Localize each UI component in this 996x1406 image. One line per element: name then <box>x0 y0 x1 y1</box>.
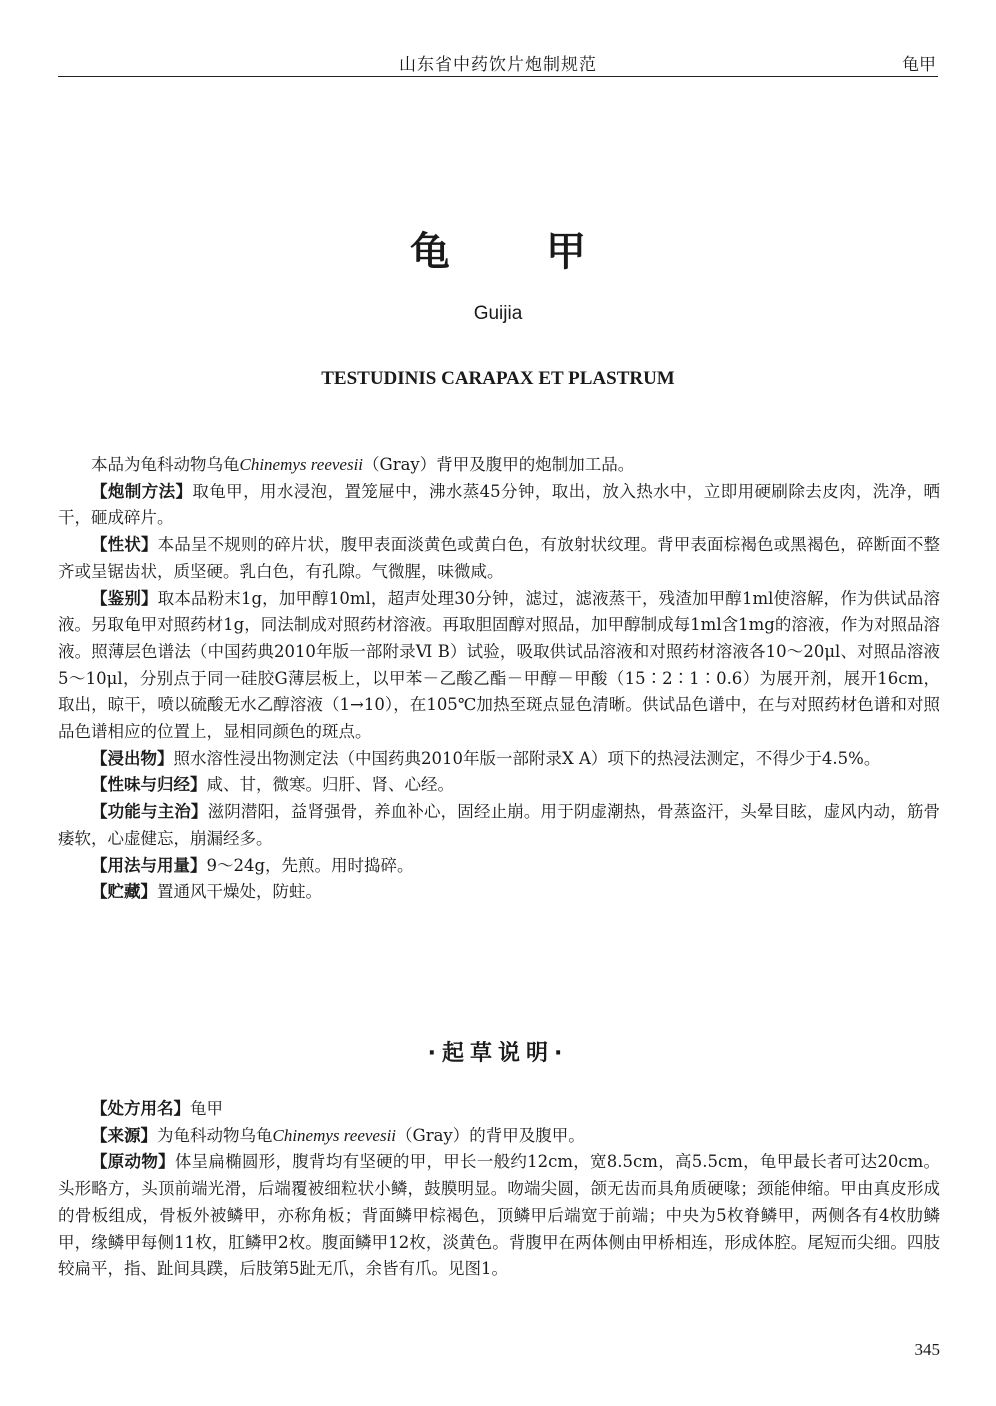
section-text: 本品呈不规则的碎片状，腹甲表面淡黄色或黄白色，有放射状纹理。背甲表面棕褐色或黑褐色，碎断面不整齐或呈锯齿状，质坚硬。乳白色，有孔隙。气微腥，味微咸。 <box>58 535 941 581</box>
pinyin-name: Guijia <box>473 303 523 324</box>
section-text: 体呈扁椭圆形，腹背均有坚硬的甲，甲长一般约12cm，宽8.5cm，高5.5cm，龟甲最长者可达20cm。头形略方，头顶前端光滑，后端覆被细粒状小鳞，鼓膜明显。吻端尖圆，颌无齿而具角质硬喙；颈能伸缩。甲由真皮形成的骨板组成，骨板外被鳞甲，亦称角板；背面鳞甲棕褐色，顶鳞甲后端宽于前端；中央为5枚脊鳞甲，两侧各有4枚肋鳞甲，缘鳞甲每侧11枚，肛鳞甲2枚。腹面鳞甲12枚，淡黄色。背腹甲在两体侧由甲桥相连，形成体腔。尾短而尖细。四肢较扁平，指、趾间具蹼，后肢第5趾无爪，余皆有爪。见图1。 <box>58 1152 940 1279</box>
intro-post: （Gray）背甲及腹甲的炮制加工品。 <box>363 455 635 474</box>
section-characteristics <box>58 532 940 585</box>
draft-name <box>58 1096 940 1123</box>
source-post: （Gray）的背甲及腹甲。 <box>396 1125 585 1145</box>
source-pre: 为龟科动物乌龟 <box>157 1125 273 1145</box>
section-identification <box>58 586 940 746</box>
section-storage <box>58 879 940 906</box>
section-label: 【原动物】 <box>91 1152 175 1172</box>
section-label: 【功能与主治】 <box>91 802 208 822</box>
section-extractives <box>58 746 940 773</box>
section-label: 【用法与用量】 <box>91 855 207 875</box>
intro-pre: 本品为龟科动物乌龟 <box>91 455 240 474</box>
section-text: 龟甲 <box>190 1099 223 1118</box>
draft-notes-heading: ·起草说明· <box>427 1041 569 1066</box>
section-label: 【来源】 <box>91 1125 157 1145</box>
section-actions-indications <box>58 799 940 852</box>
draft-notes-body <box>58 1096 940 1283</box>
section-title: 龟甲 <box>902 55 936 75</box>
monograph-body <box>58 452 940 906</box>
page-title: 龟甲 <box>410 229 682 275</box>
page-number: 345 <box>914 1340 940 1359</box>
species-name: Chinemys reevesii <box>272 1125 397 1145</box>
section-dosage <box>58 853 940 880</box>
section-text: 咸、甘，微寒。归肝、肾、心经。 <box>206 775 454 795</box>
section-label: 【贮藏】 <box>91 882 157 902</box>
book-title: 山东省中药饮片炮制规范 <box>399 55 597 75</box>
draft-source <box>58 1123 940 1150</box>
section-text: 滋阴潜阳，益肾强骨，养血补心，固经止崩。用于阴虚潮热，骨蒸盗汗，头晕目眩，虚风内动，筋骨痿软，心虚健忘，崩漏经多。 <box>58 802 941 848</box>
section-label: 【炮制方法】 <box>91 481 193 501</box>
section-processing <box>58 479 940 532</box>
section-text: 照水溶性浸出物测定法（中国药典2010年版一部附录Ⅹ A）项下的热浸法测定，不得少于4.5%。 <box>173 748 881 768</box>
running-header <box>58 48 938 77</box>
section-label: 【性味与归经】 <box>91 775 207 795</box>
section-text: 置通风干燥处，防蛀。 <box>157 882 322 902</box>
section-text: 取龟甲，用水浸泡，置笼屉中，沸水蒸45分钟，取出，放入热水中，立即用硬刷除去皮肉，洗净，晒干，砸成碎片。 <box>58 481 940 528</box>
section-label: 【鉴别】 <box>91 588 158 608</box>
latin-name: TESTUDINIS CARAPAX ET PLASTRUM <box>321 368 675 389</box>
draft-animal <box>58 1149 940 1283</box>
species-name: Chinemys reevesii <box>239 455 364 474</box>
section-text: 取本品粉末1g，加甲醇10ml，超声处理30分钟，滤过，滤液蒸干，残渣加甲醇1ml使溶解，作为供试品溶液。另取龟甲对照药材1g，同法制成对照药材溶液。再取胆固醇对照品，加甲醇制成每1ml含1mg的溶液，作为对照品溶液。照薄层色谱法（中国药典2010年版一部附录Ⅵ B）试验，吸取供试品溶液和对照药材溶液各10～20μl、对照品溶液5～10μl，分别点于同一硅胶G薄层板上，以甲苯－乙酸乙酯－甲醇－甲酸（15∶2∶1∶0.6）为展开剂，展开16cm，取出，晾干，喷以硫酸无水乙醇溶液（1→10），在105℃加热至斑点显色清晰。供试品色谱中，在与对照药材色谱和对照品色谱相应的位置上，显相同颜色的斑点。 <box>58 588 940 742</box>
intro-paragraph <box>58 452 940 479</box>
section-property-meridian <box>58 772 940 799</box>
section-text: 9～24g，先煎。用时捣碎。 <box>206 855 414 875</box>
section-label: 【处方用名】 <box>91 1099 190 1118</box>
section-label: 【性状】 <box>91 535 158 555</box>
section-label: 【浸出物】 <box>91 748 174 768</box>
